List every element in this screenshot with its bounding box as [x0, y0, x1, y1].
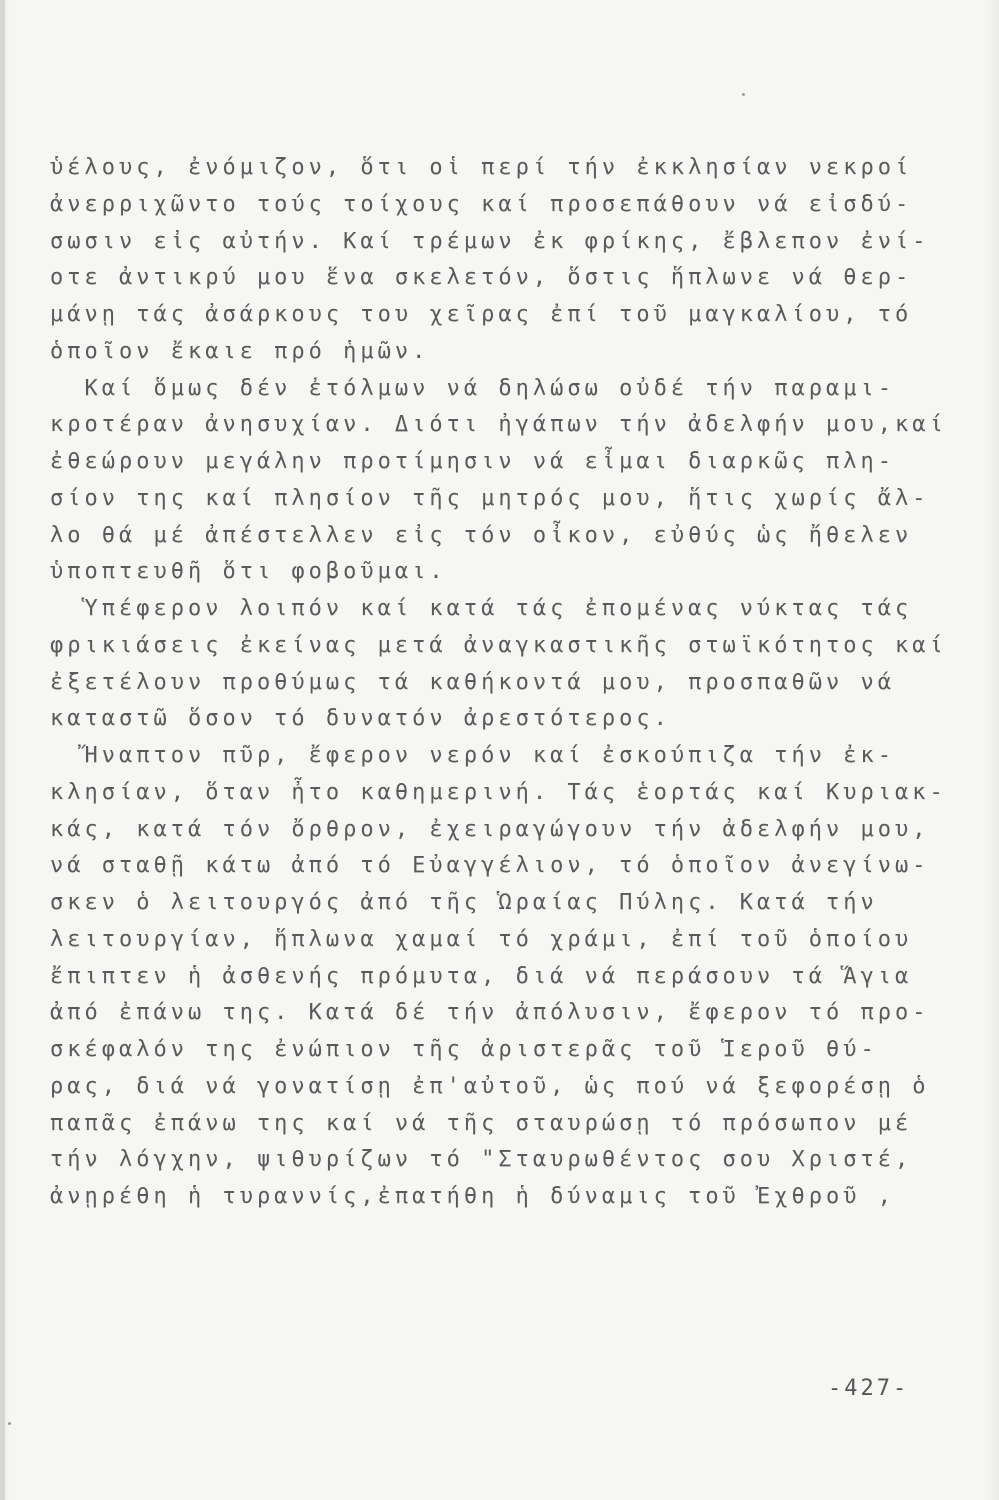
text-line: ἀνῃρέθη ἡ τυραννίς,ἐπατήθη ἡ δύναμις τοῦ Ἐχθροῦ , — [50, 1184, 896, 1209]
text-line: Ἤναπτον πῦρ, ἔφερον νερόν καί ἐσκούπιζα τήν ἐκ- — [50, 743, 896, 768]
text-line: ρας, διά νά γονατίσῃ ἐπ'αὐτοῦ, ὡς πού νά ξεφορέσῃ ὁ — [50, 1073, 930, 1099]
page-number: -427- — [828, 1376, 910, 1401]
text-line: σίον της καί πλησίον τῆς μητρός μου, ἥτις χωρίς ἄλ- — [50, 485, 930, 511]
text-line: οτε ἀντικρύ μου ἕνα σκελετόν, ὅστις ἥπλωνε νά θερ- — [50, 265, 913, 291]
text-line: ἐθεώρουν μεγάλην προτίμησιν νά εἶμαι διαρκῶς πλη- — [50, 449, 896, 474]
text-line: ἔπιπτεν ἡ ἀσθενής πρόμυτα, διά νά περάσουν τά Ἅγια — [50, 963, 913, 989]
text-line: παπᾶς ἐπάνω της καί νά τῆς σταυρώσῃ τό πρόσωπον μέ — [50, 1110, 913, 1136]
scan-speck — [8, 1422, 11, 1425]
text-line: κάς, κατά τόν ὄρθρον, ἐχειραγώγουν τήν ἀδελφήν μου, — [50, 816, 930, 842]
text-line: φρικιάσεις ἐκείνας μετά ἀναγκαστικῆς στωϊκότητος καί — [50, 632, 947, 658]
text-line: Ὑπέφερον λοιπόν καί κατά τάς ἐπομένας νύκτας τάς — [50, 596, 913, 621]
text-line: μάνῃ τάς ἀσάρκους του χεῖρας ἐπί τοῦ μαγκαλίου, τό — [50, 302, 913, 327]
text-line: Καί ὅμως δέν ἐτόλμων νά δηλώσω οὐδέ τήν παραμι- — [50, 375, 896, 401]
text-line: κλησίαν, ὅταν ἦτο καθημερινή. Τάς ἑορτάς καί Κυριακ- — [50, 779, 947, 805]
text-line: ὁποῖον ἔκαιε πρό ἡμῶν. — [50, 338, 430, 364]
text-line: νά σταθῇ κάτω ἀπό τό Εὐαγγέλιον, τό ὁποῖον ἀνεγίνω- — [50, 853, 930, 879]
page-edge-shadow — [0, 0, 5, 1500]
text-line: ὑποπτευθῆ ὅτι φοβοῦμαι. — [50, 559, 447, 585]
text-line: λειτουργίαν, ἥπλωνα χαμαί τό χράμι, ἐπί τοῦ ὁποίου — [50, 926, 913, 952]
text-line: σωσιν εἰς αὐτήν. Καί τρέμων ἐκ φρίκης, ἔβλεπον ἐνί- — [50, 228, 930, 254]
text-line: κροτέραν ἀνησυχίαν. Διότι ἠγάπων τήν ἀδελφήν μου,καί — [50, 412, 947, 438]
text-line: ἀπό ἐπάνω της. Κατά δέ τήν ἀπόλυσιν, ἔφερον τό προ- — [50, 1000, 930, 1026]
text-line: ὑέλους, ἐνόμιζον, ὅτι οἱ περί τήν ἐκκλησίαν νεκροί — [50, 155, 913, 180]
text-line: καταστῶ ὅσον τό δυνατόν ἀρεστότερος. — [50, 706, 671, 732]
typewritten-text-block — [50, 150, 947, 1216]
text-line: σκέφαλόν της ἐνώπιον τῆς ἀριστερᾶς τοῦ Ἱεροῦ θύ- — [50, 1037, 878, 1062]
text-line: λο θά μέ ἀπέστελλεν εἰς τόν οἶκον, εὐθύς ὡς ἤθελεν — [50, 522, 913, 548]
text-line: ἀνερριχῶντο τούς τοίχους καί προσεπάθουν νά εἰσδύ- — [50, 191, 913, 217]
text-line: τήν λόγχην, ψιθυρίζων τό "Σταυρωθέντος σου Χριστέ, — [50, 1147, 913, 1173]
text-line: σκεν ὁ λειτουργός ἀπό τῆς Ὡραίας Πύλης. Κατά τήν — [50, 890, 878, 915]
scan-speck — [742, 93, 745, 96]
text-line: ἐξετέλουν προθύμως τά καθήκοντά μου, προσπαθῶν νά — [50, 669, 896, 695]
